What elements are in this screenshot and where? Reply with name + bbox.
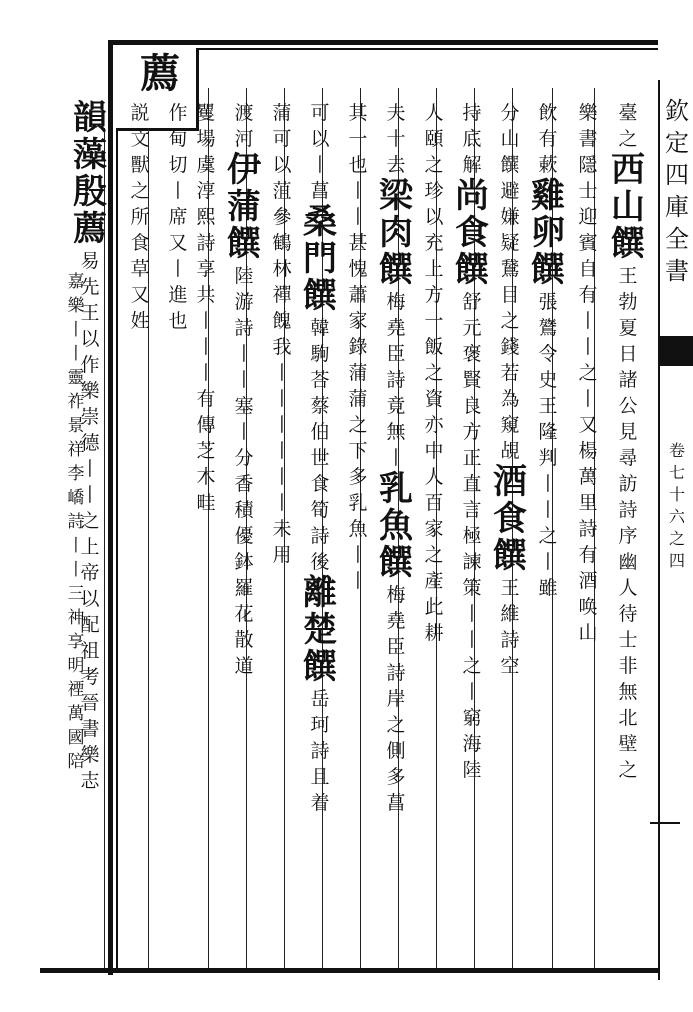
frame-bottom-border bbox=[40, 968, 660, 973]
entry-text: 舒 元 褒 賢 良 方 正 直 言 極 諫 策 丨 丨 之 丨 窮 海 陸 bbox=[462, 291, 482, 781]
entry-heading: 伊 蒲 饌 bbox=[227, 150, 261, 264]
entry-text: 丨 丨 甚 愧 蕭 家 錄 bbox=[348, 180, 368, 358]
text-column bbox=[264, 100, 300, 568]
entry-text: 作 甸 切 丨 席 又 丨 進 也 bbox=[168, 102, 188, 332]
entry-text: 場 虞 淳 熙 詩 享 共 丨 丨 丨 有 傳 芝 木 畦 bbox=[196, 128, 216, 514]
spine-title: 欽定四庫全書 bbox=[665, 97, 689, 285]
entry-heading: 乳 魚 饌 bbox=[379, 469, 413, 583]
frame-top-border bbox=[108, 40, 658, 45]
entry-text: 岳 珂 詩 且 着 bbox=[310, 688, 330, 814]
text-column bbox=[610, 100, 646, 783]
text-column bbox=[302, 100, 338, 816]
text-column bbox=[58, 270, 94, 774]
entry-heading: 尚 食 饌 bbox=[455, 176, 489, 290]
text-column bbox=[226, 100, 262, 679]
entry-text: 樂 bbox=[578, 102, 598, 124]
entry-text: 陸 游 詩 丨 丨 塞 丨 分 香 積 優 鉢 羅 花 散 道 bbox=[234, 265, 254, 677]
entry-text: 易 先 王 以 作 樂 崇 德 丨 丨 之 上 帝 以 配 祖 考 晉 書 樂 志 bbox=[80, 250, 100, 792]
entry-text: 蒲 蒲 之 下 多 乳 魚 丨 丨 bbox=[348, 362, 368, 592]
entry-text: 臺 之 bbox=[618, 102, 638, 150]
entry-text: 人 頤 bbox=[424, 102, 444, 150]
entry-text: 其 一 也 bbox=[348, 102, 368, 176]
entry-text: 矍 bbox=[196, 102, 216, 124]
entry-heading: 殷 薦 bbox=[73, 172, 107, 249]
entry-heading: 酒 食 饌 bbox=[493, 462, 527, 576]
spine-black-band bbox=[660, 336, 693, 366]
entry-text: 韓 駒 荅 蔡 伯 世 食 筍 詩 後 bbox=[310, 317, 330, 573]
text-column bbox=[340, 100, 376, 594]
entry-heading: 梁 肉 饌 bbox=[379, 176, 413, 290]
entry-text: 飲 有 蔌 bbox=[538, 102, 558, 176]
entry-text: 梅 堯 臣 詩 竟 無 丨 bbox=[386, 291, 406, 469]
entry-text: 嘉 樂 丨 丨 靈 祚 景 祥 李 嶠 詩 丨 丨 三 神 享 明 禋 萬 國 陪 bbox=[67, 272, 85, 772]
text-column bbox=[570, 100, 606, 646]
text-column bbox=[378, 100, 414, 816]
entry-text: 之 珍 以 充 上 方 一 飯 之 資 亦 中 人 百 家 之 產 此 耕 bbox=[424, 154, 444, 644]
text-column bbox=[530, 100, 566, 601]
text-column bbox=[492, 100, 528, 679]
entry-text: 書 隱 士 迎 賓 自 有 丨 丨 之 丨 又 楊 萬 里 詩 有 酒 唤 山 bbox=[578, 128, 598, 644]
heading-character: 薦 bbox=[140, 50, 180, 97]
entry-heading: 桑 門 饌 bbox=[303, 202, 337, 316]
entry-text: 可 以 丨 菖 bbox=[310, 102, 330, 202]
entry-text: 參 鶴 林 禪 餽 我 丨 丨 bbox=[272, 206, 292, 410]
entry-text: 王 維 詩 空 bbox=[500, 577, 520, 677]
entry-text: 夫 十 去 bbox=[386, 102, 406, 176]
entry-text: 梅 堯 臣 詩 岸 之 側 多 菖 bbox=[386, 584, 406, 814]
spine-tick-mark bbox=[650, 822, 680, 824]
spine-divider bbox=[658, 80, 660, 980]
text-column bbox=[416, 100, 452, 646]
spine-volume-label: 卷七十六之四 bbox=[668, 441, 685, 570]
frame-left-inner-border bbox=[116, 48, 118, 968]
entry-text: 説 文 獸 之 所 食 草 又 姓 bbox=[130, 102, 150, 332]
entry-text: 分 山 饌 bbox=[500, 102, 520, 176]
frame-left-border bbox=[108, 40, 113, 975]
entry-heading: 韻 藻 bbox=[73, 98, 107, 175]
entry-text: 張 鷟 令 史 王 隆 判 丨 丨 之 丨 雖 bbox=[538, 291, 558, 599]
entry-text: 丨 丨 丨 丨 未 用 bbox=[272, 414, 292, 566]
entry-text: 王 勃 夏 日 諸 公 見 尋 訪 詩 序 幽 人 待 士 非 無 北 壁 之 bbox=[618, 265, 638, 781]
entry-heading: 西 山 饌 bbox=[611, 150, 645, 264]
text-column bbox=[160, 100, 196, 334]
entry-text: 渡 河 bbox=[234, 102, 254, 150]
frame-top-inner-border bbox=[118, 48, 658, 50]
entry-heading: 離 楚 饌 bbox=[303, 573, 337, 687]
entry-text: 避 嫌 疑 鵞 目 之 錢 若 為 窺 覘 bbox=[500, 180, 520, 462]
entry-text: 蒲 可 以 菹 bbox=[272, 102, 292, 202]
text-column bbox=[122, 100, 158, 334]
text-column bbox=[454, 100, 490, 783]
entry-heading: 雞 卵 饌 bbox=[531, 176, 565, 290]
entry-text: 持 底 解 bbox=[462, 102, 482, 176]
